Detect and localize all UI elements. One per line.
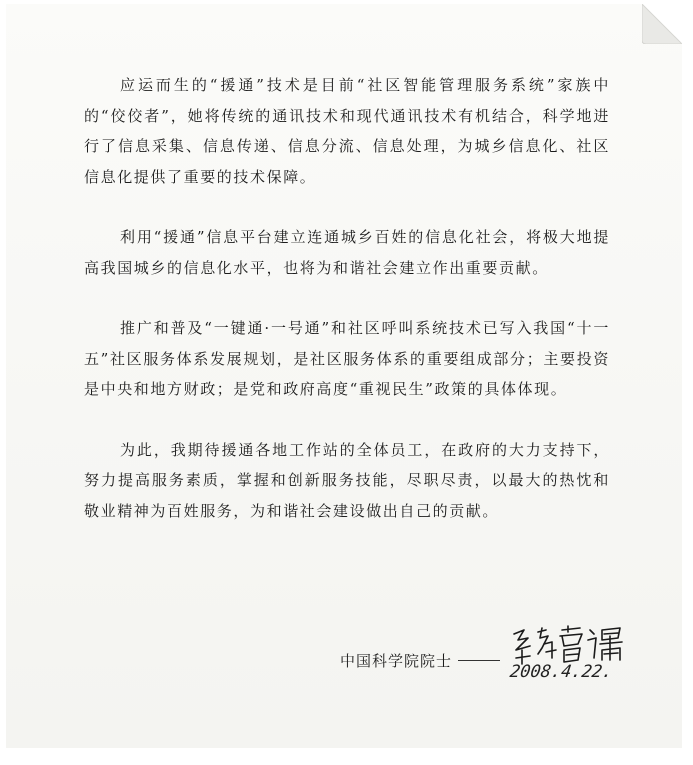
letter-body: [84, 70, 610, 556]
signer-title: 中国科学院院士: [340, 651, 453, 670]
folded-corner: [642, 4, 682, 44]
paragraph-1: 应运而生的“援通”技术是目前“社区智能管理服务系统”家族中的“佼佼者”，她将传统的通讯技术和现代通讯技术有机结合，科学地进行了信息采集、信息传递、信息分流、信息处理，为城乡信息化、社区信息化提供了重要的技术保障。: [84, 76, 610, 186]
paragraph-3: 推广和普及“一键通·一号通”和社区呼叫系统技术已写入我国“十一五”社区服务体系发展规划，是社区服务体系的重要组成部分；主要投资是中央和地方财政；是党和政府高度“重视民生”政策的具体体现。: [84, 319, 610, 398]
signature-date: 2008.4.22.: [508, 662, 614, 682]
signature-dash: [458, 660, 500, 661]
paragraph-2: 利用“援通”信息平台建立连通城乡百姓的信息化社会，将极大地提高我国城乡的信息化水平，也将为和谐社会建立作出重要贡献。: [84, 228, 610, 277]
signer-line: [340, 645, 500, 675]
paragraph-4: 为此，我期待援通各地工作站的全体员工，在政府的大力支持下，努力提高服务素质，掌握和创新服务技能，尽职尽责，以最大的热忱和敬业精神为百姓服务，为和谐社会建设做出自己的贡献。: [84, 440, 610, 520]
